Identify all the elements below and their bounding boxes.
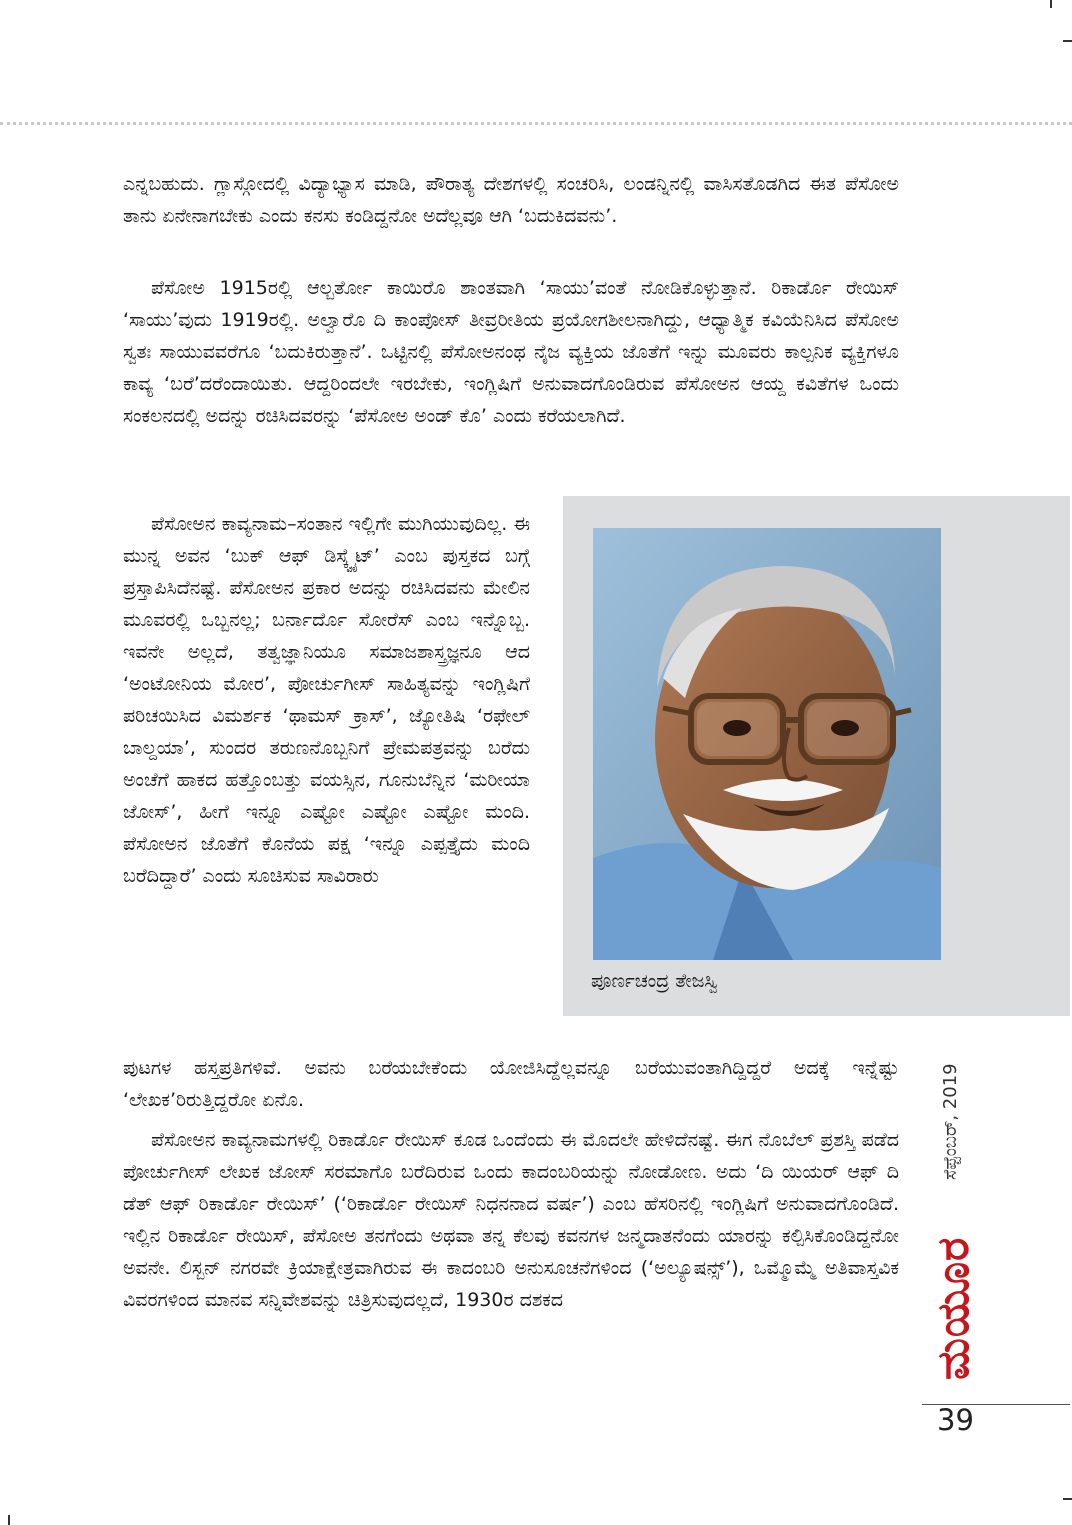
magazine-logo-text: ಮಯೂರ	[928, 1236, 979, 1380]
paragraph-saramago: ಪೆಸೋಅನ ಕಾವ್ಯನಾಮಗಳಲ್ಲಿ ರಿಕಾರ್ಡೊ ರೇಯಿಸ್ ಕೂಡ ಒಂದೆಂದು ಈ ಮೊದಲೇ ಹೇಳಿದೆನಷ್ಟೆ. ಈಗ ನೊಬೆಲ್ ಪ್ರಶಸ್ತಿ ಪಡೆದ ಪೋರ್ಚುಗೀಸ್ ಲೇಖಕ ಜೋಸ್ ಸರಮಾಗೊ ಬರೆದಿರುವ ಒಂದು ಕಾದಂಬರಿಯನ್ನು ನೋಡೋಣ. ಅದು ‘ದಿ ಯಿಯರ್ ಆಫ್ ದಿ ಡೆತ್ ಆಫ್ ರಿಕಾರ್ಡೊ ರೇಯಿಸ್’ (‘ರಿಕಾರ್ಡೊ ರೇಯಿಸ್ ನಿಧನನಾದ ವರ್ಷ’) ಎಂಬ ಹೆಸರಿನಲ್ಲಿ ಇಂಗ್ಲಿಷಿಗೆ ಅನುವಾದಗೊಂಡಿದೆ. ಇಲ್ಲಿನ ರಿಕಾರ್ಡೊ ರೇಯಿಸ್, ಪೆಸೋಅ ತನಗೆಂದು ಅಥವಾ ತನ್ನ ಕೆಲವು ಕವನಗಳ ಜನ್ಮದಾತನೆಂದು ಯಾರನ್ನು ಕಲ್ಪಿಸಿಕೊಂಡಿದ್ದನೋ ಅವನೇ. ಲಿಸ್ಬನ್ ನಗರವೇ ಕ್ರಿಯಾಕ್ಷೇತ್ರವಾಗಿರುವ ಈ ಕಾದಂಬರಿ ಅನುಸೂಚನೆಗಳಿಂದ (‘ಅಲ್ಯೂಷನ್ಸ್’), ಒಮ್ಮೊಮ್ಮೆ ಅತಿವಾಸ್ತವಿಕ ವಿವರಗಳಿಂದ ಮಾನವ ಸನ್ನಿವೇಶವನ್ನು ಚಿತ್ರಿಸುವುದಲ್ಲದೆ, 1930ರ ದಶಕದ	[123, 1129, 899, 1311]
figure-box	[563, 496, 1070, 1016]
issue-date-text: ಸೆಪ್ಟೆಂಬರ್, 2019	[940, 1063, 961, 1180]
paragraph-heteronyms-side: ಪೆಸೋಅನ ಕಾವ್ಯನಾಮ–ಸಂತಾನ ಇಲ್ಲಿಗೇ ಮುಗಿಯುವುದಿಲ್ಲ. ಈ ಮುನ್ನ ಅವನ ‘ಬುಕ್ ಆಫ್ ಡಿಸ್ಕ್ವೈಟ್’ ಎಂಬ ಪುಸ್ತಕದ ಬಗ್ಗೆ ಪ್ರಸ್ತಾಪಿಸಿದೆನಷ್ಟೆ. ಪೆಸೋಅನ ಪ್ರಕಾರ ಅದನ್ನು ರಚಿಸಿದವನು ಮೇಲಿನ ಮೂವರಲ್ಲಿ ಒಬ್ಬನಲ್ಲ; ಬರ್ನಾರ್ದೊ ಸೋರೆಸ್ ಎಂಬ ಇನ್ನೊಬ್ಬ. ಇವನೇ ಅಲ್ಲದೆ, ತತ್ವಜ್ಞಾನಿಯೂ ಸಮಾಜಶಾಸ್ತ್ರಜ್ಞನೂ ಆದ ‘ಅಂಟೋನಿಯ ಮೋರ’, ಪೋರ್ಚುಗೀಸ್ ಸಾಹಿತ್ಯವನ್ನು ಇಂಗ್ಲಿಷಿಗೆ ಪರಿಚಯಿಸಿದ ವಿಮರ್ಶಕ ‘ಥಾಮಸ್ ಕ್ರಾಸ್’, ಜ್ಯೋತಿಷಿ ‘ರಫೇಲ್ ಬಾಲ್ದಯಾ’, ಸುಂದರ ತರುಣನೊಬ್ಬನಿಗೆ ಪ್ರೇಮಪತ್ರವನ್ನು ಬರೆದು ಅಂಚೆಗೆ ಹಾಕದ ಹತ್ತೊಂಬತ್ತು ವಯಸ್ಸಿನ, ಗೂನುಬೆನ್ನಿನ ‘ಮರೀಯಾ ಜೋಸ್’, ಹೀಗೆ ಇನ್ನೂ ಎಷ್ಟೋ ಎಷ್ಟೋ ಎಷ್ಟೋ ಮಂದಿ. ಪೆಸೋಅನ ಜೊತೆಗೆ ಕೊನೆಯ ಪಕ್ಷ ‘ಇನ್ನೂ ಎಪ್ಪತ್ತೈದು ಮಂದಿ ಬರೆದಿದ್ದಾರೆ’ ಎಂದು ಸೂಚಿಸುವ ಸಾವಿರಾರು	[123, 513, 530, 887]
paragraph-heteronyms-continued: ಪುಟಗಳ ಹಸ್ತಪ್ರತಿಗಳಿವೆ. ಅವನು ಬರೆಯಬೇಕೆಂದು ಯೋಜಿಸಿದ್ದೆಲ್ಲವನ್ನೂ ಬರೆಯುವಂತಾಗಿದ್ದಿದ್ದರೆ ಅದಕ್ಕೆ ಇನ್ನೆಷ್ಟು ‘ಲೇಖಕ’ರಿರುತ್ತಿದ್ದರೋ ಏನೊ.	[123, 1057, 899, 1111]
portrait-photo	[593, 528, 941, 960]
paragraph-pessoa-deaths: ಪೆಸೋಅ 1915ರಲ್ಲಿ ಆಲ್ಬರ್ತೋ ಕಾಯಿರೊ ಶಾಂತವಾಗಿ ‘ಸಾಯು’ವಂತೆ ನೋಡಿಕೊಳ್ಳುತ್ತಾನೆ. ರಿಕಾರ್ಡೊ ರೇಯಿಸ್ ‘ಸಾಯು’ವುದು 1919ರಲ್ಲಿ. ಅಲ್ವಾರೊ ದಿ ಕಾಂಪೋಸ್ ತೀವ್ರರೀತಿಯ ಪ್ರಯೋಗಶೀಲನಾಗಿದ್ದು, ಆಧ್ಯಾತ್ಮಿಕ ಕವಿಯೆನಿಸಿದ ಪೆಸೋಅ ಸ್ವತಃ ಸಾಯುವವರೆಗೂ ‘ಬದುಕಿರುತ್ತಾನೆ’. ಒಟ್ಟಿನಲ್ಲಿ ಪೆಸೋಅನಂಥ ನೈಜ ವ್ಯಕ್ತಿಯ ಜೊತೆಗೆ ಇನ್ನು ಮೂವರು ಕಾಲ್ಪನಿಕ ವ್ಯಕ್ತಿಗಳೂ ಕಾವ್ಯ ‘ಬರೆ’ದರೆಂದಾಯಿತು. ಆದ್ದರಿಂದಲೇ ಇರಬೇಕು, ಇಂಗ್ಲಿಷಿಗೆ ಅನುವಾದಗೊಂಡಿರುವ ಪೆಸೋಅನ ಆಯ್ದ ಕವಿತೆಗಳ ಒಂದು ಸಂಕಲನದಲ್ಲಿ ಅದನ್ನು ರಚಿಸಿದವರನ್ನು ‘ಪೆಸೋಅ ಅಂಡ್ ಕೊ’ ಎಂದು ಕರೆಯಲಾಗಿದೆ.	[123, 277, 899, 427]
crop-mark	[1063, 1498, 1072, 1500]
crop-mark	[1063, 40, 1072, 42]
crop-mark	[1050, 0, 1052, 8]
crop-mark	[8, 1515, 10, 1525]
page-number: 39	[937, 1403, 974, 1437]
header-dotted-rule	[0, 122, 1072, 125]
portrait-illustration	[593, 528, 941, 960]
paragraph-intro: ಎನ್ನಬಹುದು. ಗ್ಲಾಸ್ಗೋದಲ್ಲಿ ವಿದ್ಯಾಭ್ಯಾಸ ಮಾಡಿ, ಪೌರಾತ್ಯ ದೇಶಗಳಲ್ಲಿ ಸಂಚರಿಸಿ, ಲಂಡನ್ನಿನಲ್ಲಿ ವಾಸಿಸತೊಡಗಿದ ಈತ ಪೆಸೋಅ ತಾನು ಏನೇನಾಗಬೇಕು ಎಂದು ಕನಸು ಕಂಡಿದ್ದನೋ ಅದೆಲ್ಲವೂ ಆಗಿ ‘ಬದುಕಿದವನು’.	[123, 173, 899, 227]
photo-caption: ಪೂರ್ಣಚಂದ್ರ ತೇಜಸ್ವಿ	[591, 970, 718, 992]
